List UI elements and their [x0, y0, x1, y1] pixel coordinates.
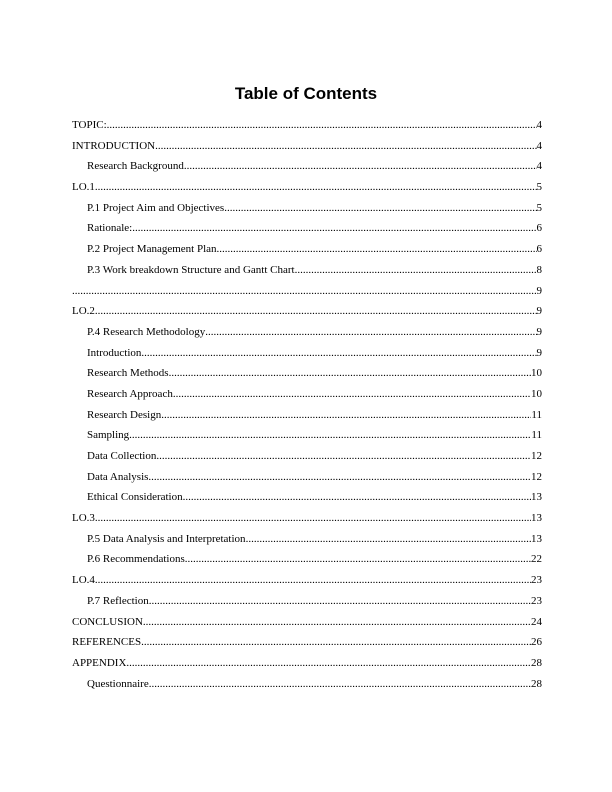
toc-leader-dots	[148, 469, 531, 485]
toc-entry[interactable]	[72, 572, 542, 593]
toc-page-number: 4	[536, 139, 542, 152]
toc-entry[interactable]	[72, 220, 542, 241]
toc-leader-dots	[143, 614, 531, 630]
toc-entry-text: Introduction	[87, 346, 142, 359]
toc-entry-text: REFERENCES	[72, 636, 142, 649]
toc-leader-dots	[184, 158, 537, 174]
toc-page-number: 12	[531, 470, 542, 483]
toc-leader-dots	[246, 531, 531, 547]
toc-page-number: 10	[531, 367, 542, 380]
toc-entry[interactable]	[72, 386, 542, 407]
toc-entry[interactable]	[72, 634, 542, 655]
toc-entry-text: APPENDIX	[72, 656, 127, 669]
toc-entry-text: CONCLUSION	[72, 615, 143, 628]
toc-entry-text: LO.2	[72, 305, 95, 318]
toc-leader-dots	[129, 427, 531, 443]
page-title: Table of Contents	[234, 84, 378, 103]
toc-entry-text: Sampling	[87, 429, 130, 442]
toc-leader-dots	[141, 345, 536, 361]
toc-entry-text: TOPIC:	[72, 119, 107, 131]
toc-entry-text: P.7 Reflection	[87, 594, 149, 607]
toc-entry-text: LO.1	[72, 181, 95, 194]
toc-page-number: 4	[536, 160, 542, 173]
toc-page-number: 11	[531, 408, 542, 421]
toc-entry-text: P.2 Project Management Plan	[87, 243, 217, 256]
toc-entry[interactable]	[72, 489, 542, 510]
toc-entry[interactable]	[72, 448, 542, 469]
toc-page-number: 11	[531, 429, 542, 442]
toc-entry-text: Research Approach	[87, 387, 173, 400]
toc-page-number: 6	[536, 243, 542, 256]
toc-entry[interactable]	[72, 427, 542, 448]
toc-leader-dots	[149, 676, 531, 692]
toc-leader-dots	[95, 510, 531, 526]
toc-entry[interactable]	[72, 345, 542, 366]
toc-leader-dots	[169, 365, 531, 381]
toc-page-number: 4	[536, 119, 542, 131]
toc-entry[interactable]	[72, 407, 542, 428]
toc-entry[interactable]	[72, 158, 542, 179]
toc-entry[interactable]	[72, 510, 542, 531]
toc-entry[interactable]	[72, 365, 542, 386]
toc-leader-dots	[95, 179, 537, 195]
toc-page-number: 9	[536, 284, 542, 297]
toc-page-number: 12	[531, 450, 542, 462]
toc-page-number: 8	[536, 263, 542, 276]
toc-entry-text: P.3 Work breakdown Structure and Gantt Chart	[87, 263, 295, 276]
toc-entry[interactable]	[72, 593, 542, 614]
toc-entry[interactable]	[72, 614, 542, 635]
toc-leader-dots	[185, 551, 531, 567]
toc-entry[interactable]	[72, 324, 542, 345]
toc-entry-text: Data Collection	[87, 450, 157, 462]
toc-entry[interactable]	[72, 262, 542, 283]
toc-entry-text: P.1 Project Aim and Objectives	[87, 201, 225, 214]
toc-page-number: 28	[531, 677, 542, 690]
toc-entry-text: Research Background	[87, 160, 184, 173]
toc-entry[interactable]	[72, 200, 542, 221]
toc-page-number: 13	[531, 532, 542, 545]
toc-entry-text: Research Methods	[87, 367, 169, 380]
toc-entry[interactable]	[72, 531, 542, 552]
toc-leader-dots	[126, 655, 531, 671]
toc-leader-dots	[224, 200, 536, 216]
toc-leader-dots	[205, 324, 536, 340]
toc-page-number: 10	[531, 387, 542, 400]
toc-leader-dots	[141, 634, 531, 650]
toc-page-number: 23	[531, 574, 542, 587]
toc-leader-dots	[149, 593, 531, 609]
toc-entry-text: P.5 Data Analysis and Interpretation	[87, 532, 246, 545]
toc-entry[interactable]	[72, 241, 542, 262]
toc-entry[interactable]	[72, 179, 542, 200]
toc-leader-dots	[95, 303, 537, 319]
toc-page-number: 24	[531, 615, 542, 628]
toc-entry[interactable]	[72, 551, 542, 572]
toc-page-number: 26	[531, 636, 542, 649]
toc-entry[interactable]	[72, 469, 542, 490]
toc-leader-dots	[183, 489, 531, 505]
toc-page-number: 28	[531, 656, 542, 669]
toc-leader-dots	[295, 262, 537, 278]
toc-page-number: 9	[536, 346, 542, 359]
toc-entry-text: P.6 Recommendations	[87, 553, 185, 566]
toc-page-number: 5	[536, 181, 542, 194]
toc-entry[interactable]	[72, 303, 542, 324]
toc-entry-text: Research Design	[87, 408, 162, 421]
toc-entry-text: INTRODUCTION	[72, 139, 156, 152]
toc-leader-dots	[107, 117, 537, 133]
toc-leader-dots	[72, 283, 537, 299]
toc-leader-dots	[173, 386, 531, 402]
toc-entry-text: Questionnaire	[87, 677, 149, 690]
toc-entry[interactable]	[72, 138, 542, 159]
table-of-contents	[72, 117, 542, 696]
toc-entry-text: Rationale:	[87, 222, 133, 235]
toc-leader-dots	[217, 241, 537, 257]
toc-entry-text: Ethical Consideration	[87, 491, 183, 504]
toc-leader-dots	[95, 572, 531, 588]
toc-page-number: 23	[531, 594, 542, 607]
toc-page-number: 6	[536, 222, 542, 235]
toc-entry-text: LO.4	[72, 574, 95, 587]
toc-leader-dots	[155, 138, 536, 154]
toc-leader-dots	[132, 220, 536, 236]
toc-page-number: 9	[536, 325, 542, 338]
toc-page-number: 5	[536, 201, 542, 214]
toc-entry[interactable]	[72, 117, 542, 138]
toc-leader-dots	[156, 448, 531, 464]
toc-leader-dots	[161, 407, 531, 423]
toc-entry-text: P.4 Research Methodology	[87, 325, 206, 338]
toc-entry-text: Data Analysis	[87, 470, 149, 483]
toc-entry-text: LO.3	[72, 512, 95, 525]
toc-entry[interactable]	[72, 283, 542, 304]
toc-entry[interactable]	[72, 676, 542, 697]
toc-entry[interactable]	[72, 655, 542, 676]
toc-page-number: 9	[536, 305, 542, 318]
toc-page-number: 13	[531, 491, 542, 504]
toc-page-number: 13	[531, 512, 542, 525]
toc-page-number: 22	[531, 553, 542, 566]
